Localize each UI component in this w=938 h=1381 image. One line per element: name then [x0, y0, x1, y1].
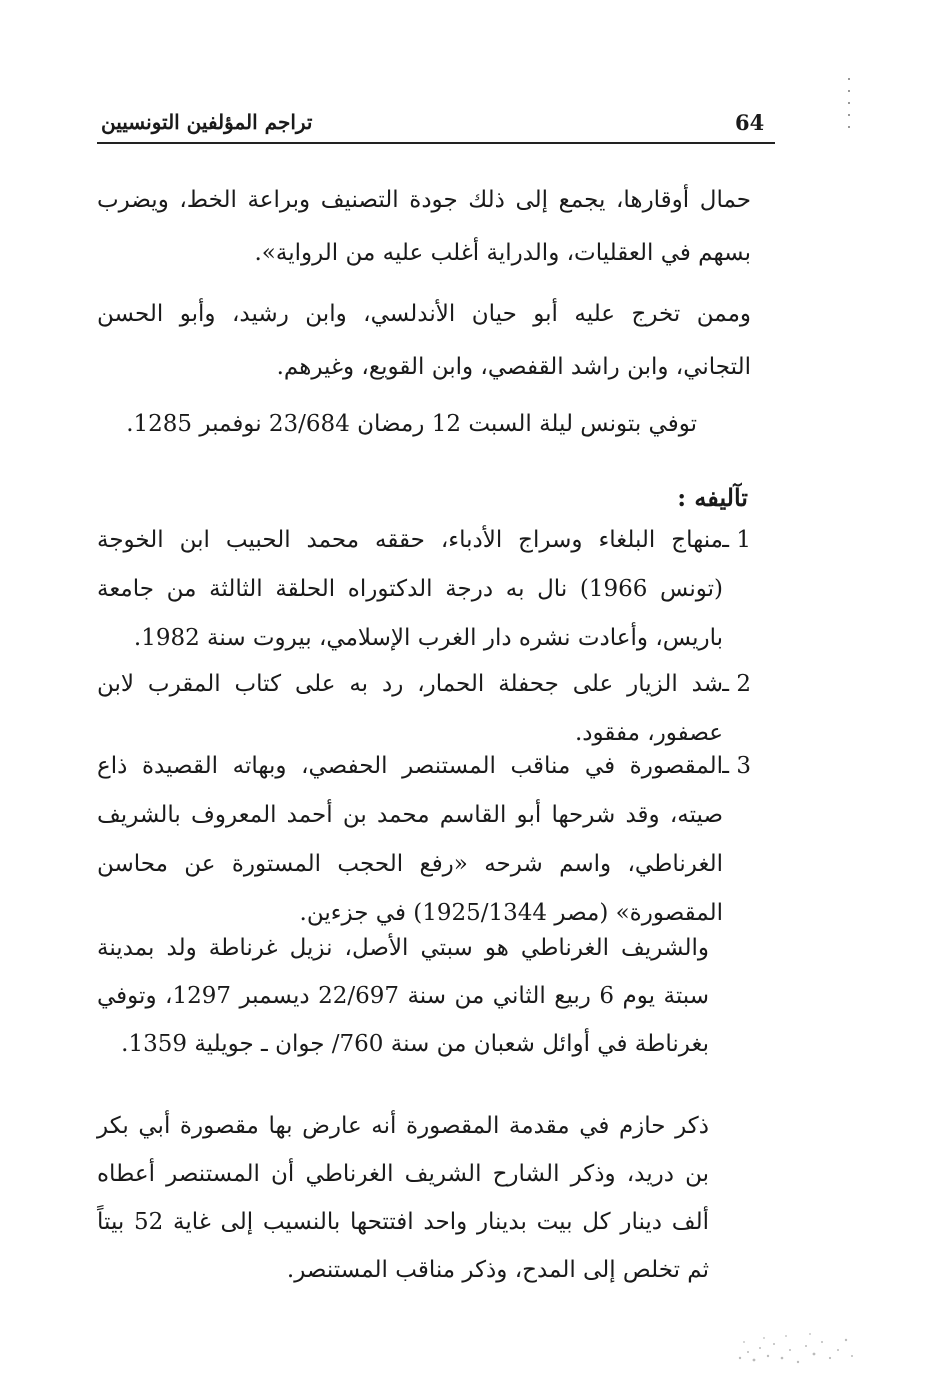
list-item-text: منهاج البلغاء وسراج الأدباء، حققه محمد الحبيب ابن الخوجة (تونس 1966) نال به درجة الدكتوراه الحلقة الثالثة من جامعة باريس، وأعادت نشره دار الغرب الإسلامي، بيروت سنة 1982.: [97, 527, 723, 651]
list-item-number: 3 ـ: [722, 753, 751, 779]
running-title: تراجم المؤلفين التونسيين: [101, 110, 313, 134]
works-list-item: [97, 742, 751, 926]
header-rule: [97, 142, 775, 144]
works-heading: تآليفه :: [677, 483, 748, 512]
works-list-item: [97, 516, 751, 666]
page-number: 64: [735, 110, 765, 135]
paragraph-intro-continuation: حمال أوقارها، يجمع إلى ذلك جودة التصنيف وبراعة الخط، ويضرب بسهم في العقليات، والدراية أغلب عليه من الرواية».: [97, 187, 751, 266]
list-item-number: 2 ـ: [722, 671, 751, 697]
list-item-text: شد الزيار على جحفلة الحمار، رد به على كتاب المقرب لابن عصفور، مفقود.: [97, 671, 723, 746]
paragraph-students: وممن تخرج عليه أبو حيان الأندلسي، وابن رشيد، وأبو الحسن التجاني، وابن راشد القفصي، وابن القويع، وغيرهم.: [97, 301, 751, 380]
faded-stamp-mark: [730, 1328, 870, 1368]
margin-scan-marks: [848, 78, 852, 158]
list-item-text: المقصورة في مناقب المستنصر الحفصي، وبهاته القصيدة ذاع صيته، وقد شرحها أبو القاسم محمد بن أحمد المعروف بالشريف الغرناطي، واسم شرحه «رفع الحجب المستورة عن محاسن المقصورة» (مصر 1925/1344) في جزءين.: [97, 753, 723, 926]
paragraph-sharif-biography: والشريف الغرناطي هو سبتي الأصل، نزيل غرناطة ولد بمدينة سبتة يوم 6 ربيع الثاني من سنة 22/697 ديسمبر 1297، وتوفي بغرناطة في أوائل شعبان من سنة 760/ جوان ـ جويلية 1359.: [97, 935, 709, 1057]
list-item-number: 1 ـ: [722, 527, 751, 553]
paragraph-death-date: توفي بتونس ليلة السبت 12 رمضان 23/684 نوفمبر 1285.: [126, 411, 697, 437]
paragraph-hazim-note: ذكر حازم في مقدمة المقصورة أنه عارض بها مقصورة أبي بكر بن دريد، وذكر الشارح الشريف الغرناطي أن المستنصر أعطاه ألف دينار كل بيت بدينار واحد افتتحها بالنسيب إلى غاية 52 بيتاً ثم تخلص إلى المدح، وذكر مناقب المستنصر.: [97, 1113, 709, 1283]
page-header: [97, 108, 775, 142]
